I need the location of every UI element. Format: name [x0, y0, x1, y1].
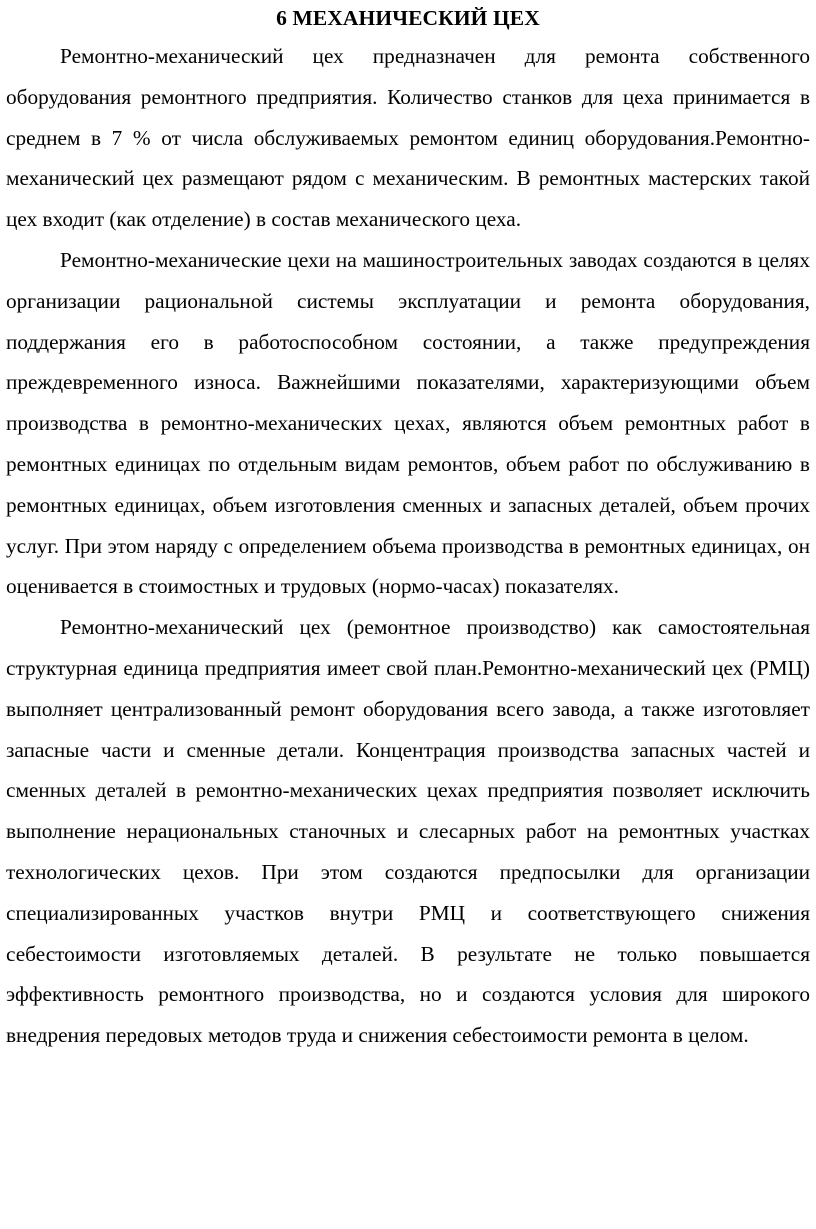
paragraph-1: Ремонтно-механический цех предназначен для ремонта собственного оборудования ремонтного предприятия. Количество станков для цеха принимается в среднем в 7 % от числа обслуживаемых ремонтом единиц оборудования.Ремонтно-механический цех размещают рядом с механическим. В ремонтных мастерских такой цех входит (как отделение) в состав механического цеха.	[6, 44, 810, 232]
page-title: 6 МЕХАНИЧЕСКИЙ ЦЕХ	[276, 6, 540, 30]
paragraph-3: Ремонтно-механический цех (ремонтное производство) как самостоятельная структурная единица предприятия имеет свой план.Ремонтно-механический цех (РМЦ) выполняет централизованный ремонт оборудования всего завода, а также изготовляет запасные части и сменные детали. Концентрация производства запасных частей и сменных деталей в ремонтно-механических цехах предприятия позволяет исключить выполнение нерациональных станочных и слесарных работ на ремонтных участках технологических цехов. При этом создаются предпосылки для организации специализированных участков внутри РМЦ и соответствующего снижения себестоимости изготовляемых деталей. В результате не только повышается эффективность ремонтного производства, но и создаются условия для широкого внедрения передовых методов труда и снижения себестоимости ремонта в целом.	[6, 615, 810, 1048]
paragraph-2: Ремонтно-механические цехи на машиностроительных заводах создаются в целях организации рациональной системы эксплуатации и ремонта оборудования, поддержания его в работоспособном состоянии, а также предупреждения преждевременного износа. Важнейшими показателями, характеризующими объем производства в ремонтно-механических цехах, являются объем ремонтных работ в ремонтных единицах по отдельным видам ремонтов, объем работ по обслуживанию в ремонтных единицах, объем изготовления сменных и запасных деталей, объем прочих услуг. При этом наряду с определением объема производства в ремонтных единицах, он оценивается в стоимостных и трудовых (нормо-часах) показателях.	[6, 247, 810, 599]
